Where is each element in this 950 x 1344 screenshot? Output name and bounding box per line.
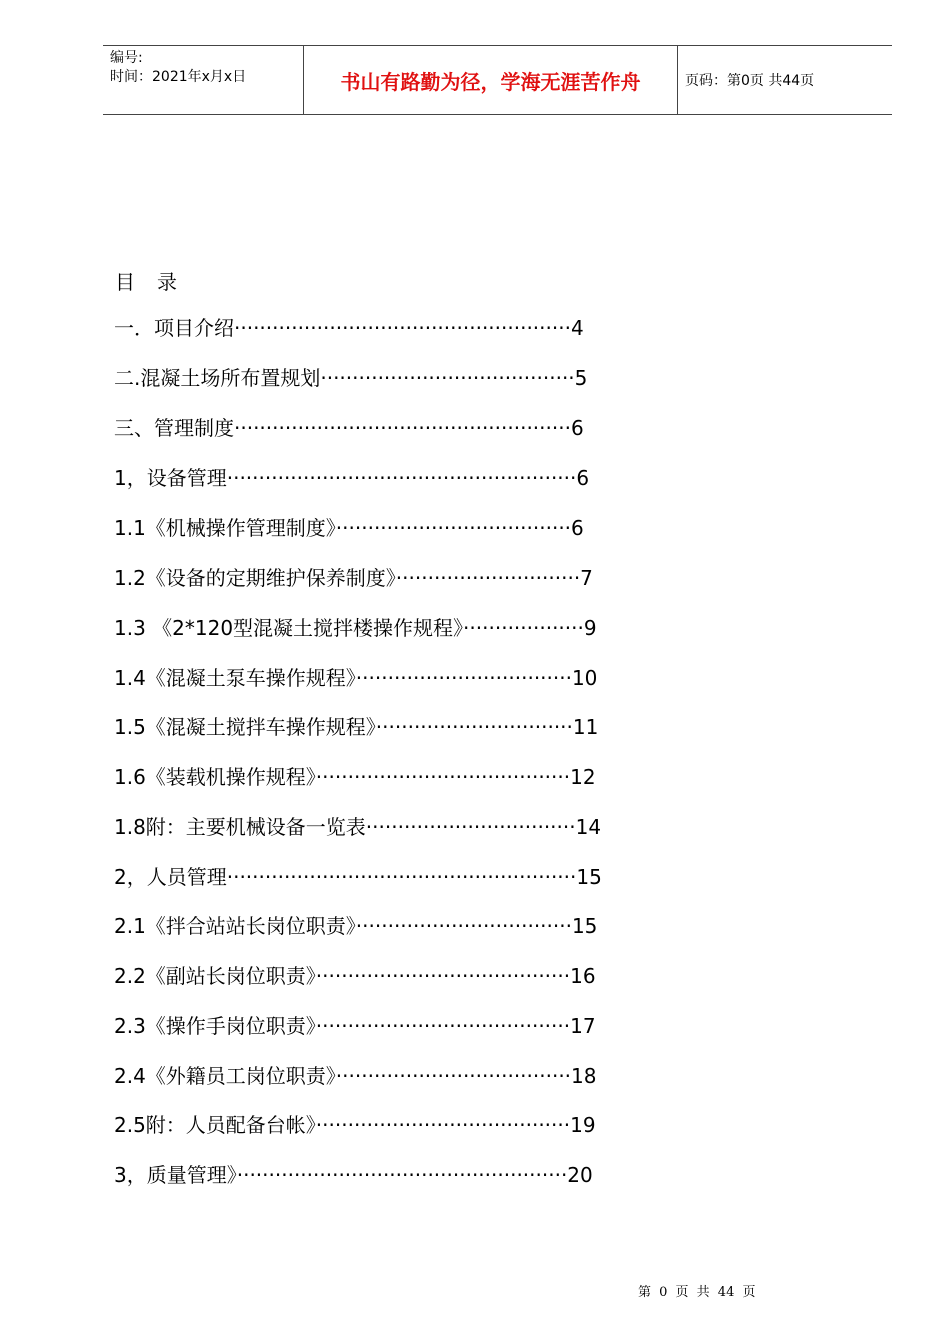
toc-entry: 1.3 《2*120型混凝土搅拌楼操作规程》···················9 [114, 616, 597, 640]
toc-entry: 1.6《装载机操作规程》········································12 [114, 765, 596, 789]
toc-title: 目录 [115, 270, 199, 294]
page-header [103, 45, 892, 115]
toc-entry: 1.1《机械操作管理制度》·····································6 [114, 516, 584, 540]
toc-entry: 1，设备管理·······················································6 [114, 466, 590, 490]
toc-entry: 1.2《设备的定期维护保养制度》·····························7 [114, 566, 593, 590]
toc-entry: 二.混凝土场所布置规划········································5 [114, 366, 588, 390]
toc-entry: 1.8附：主要机械设备一览表·································14 [114, 815, 602, 839]
page-footer: 第 0 页 共 44 页 [638, 1285, 756, 1300]
toc-entry: 2.5附：人员配备台帐》········································19 [114, 1113, 596, 1137]
toc-entry: 2.2《副站长岗位职责》········································16 [114, 964, 596, 988]
document-number-label: 编号: [110, 50, 143, 66]
toc-entry: 1.4《混凝土泵车操作规程》··································10 [114, 666, 598, 690]
header-motto: 书山有路勤为径，学海无涯苦作舟 [304, 46, 678, 114]
header-page-info: 页码：第0页 共44页 [685, 73, 815, 89]
document-date: 时间：2021年x月x日 [110, 69, 247, 85]
header-meta-cell [103, 46, 304, 114]
toc-entry: 2，人员管理·······················································15 [114, 865, 602, 889]
toc-entry: 三、管理制度·····················································6 [114, 416, 584, 440]
toc-entry: 1.5《混凝土搅拌车操作规程》·······························11 [114, 715, 599, 739]
toc-entry: 2.4《外籍员工岗位职责》·····································18 [114, 1064, 597, 1088]
toc-entry: 一．项目介绍·····················································4 [114, 316, 584, 340]
toc-entry: 2.3《操作手岗位职责》········································17 [114, 1014, 596, 1038]
toc-entry: 2.1《拌合站站长岗位职责》··································15 [114, 914, 598, 938]
toc-entry: 3，质量管理》····················································20 [114, 1163, 593, 1187]
